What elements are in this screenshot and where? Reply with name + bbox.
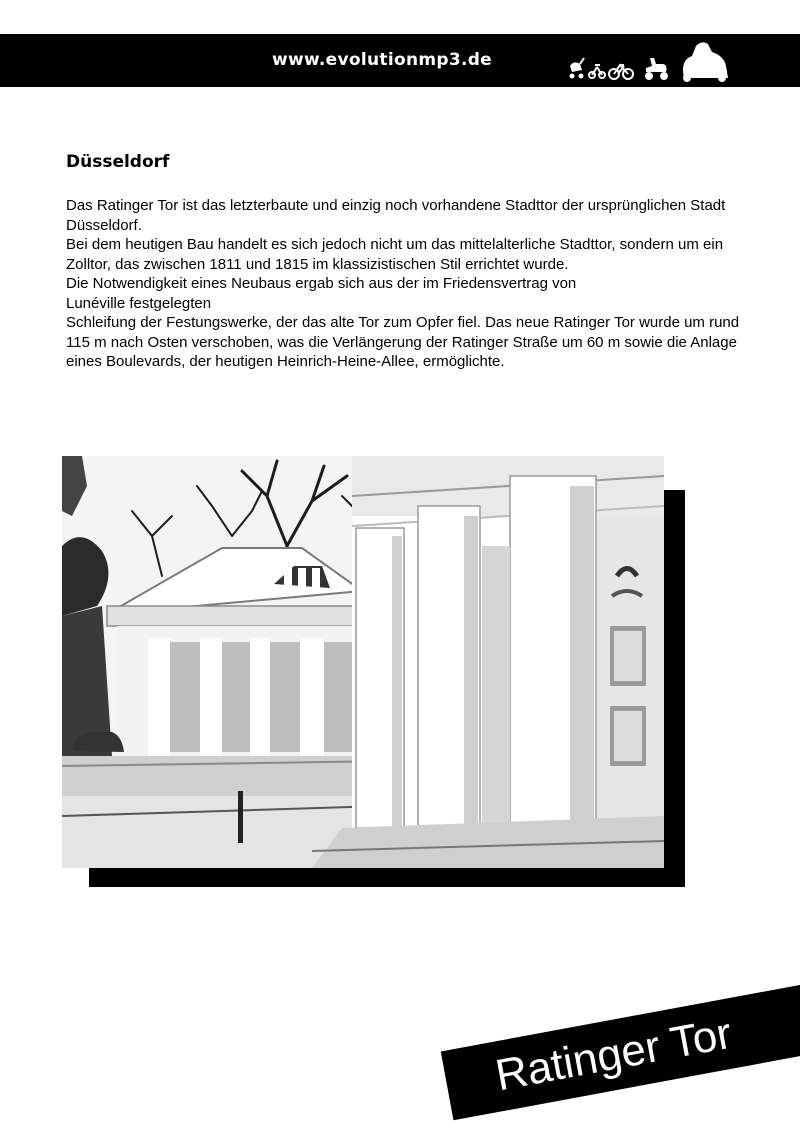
tricycle-icon xyxy=(589,65,605,78)
page-title: Düsseldorf xyxy=(66,152,170,172)
title-banner xyxy=(441,984,800,1121)
vehicle-icons xyxy=(566,38,732,84)
header-bar xyxy=(0,34,800,87)
paragraph: Das Ratinger Tor ist das letzterbaute und einzig noch vorhandene Stadttor der ursprünglichen Stadt Düsseldorf. xyxy=(66,197,726,234)
site-url-link[interactable]: www.evolutionmp3.de xyxy=(272,50,493,70)
ratinger-tor-photo xyxy=(62,456,664,868)
stroller-icon xyxy=(570,58,585,79)
paragraph: Bei dem heutigen Bau handelt es sich jedoch nicht um das mittelalterliche Stadttor, sondern um ein Zolltor, das zwischen 1811 und 1815 im klassizistischen Stil errichtet wurde. xyxy=(66,236,724,273)
paragraph: Die Notwendigkeit eines Neubaus ergab sich aus der im Friedensvertrag von xyxy=(66,275,577,292)
photo-illustration xyxy=(62,456,664,868)
scooter-icon xyxy=(645,58,668,80)
bicycle-icon xyxy=(609,65,633,79)
motorcycle-icon xyxy=(683,42,728,82)
banner-title: Ratinger Tor xyxy=(491,1008,736,1101)
article-body xyxy=(66,196,766,372)
paragraph: Schleifung der Festungswerke, der das alte Tor zum Opfer fiel. Das neue Ratinger Tor wurde um rund 115 m nach Osten verschoben, was die Verlängerung der Ratinger Straße um 60 m sowie die Anlage eines Boulevards, der heutigen Heinrich-Heine-Allee, ermöglichte. xyxy=(66,314,740,370)
paragraph: Lunéville festgelegten xyxy=(66,294,212,312)
